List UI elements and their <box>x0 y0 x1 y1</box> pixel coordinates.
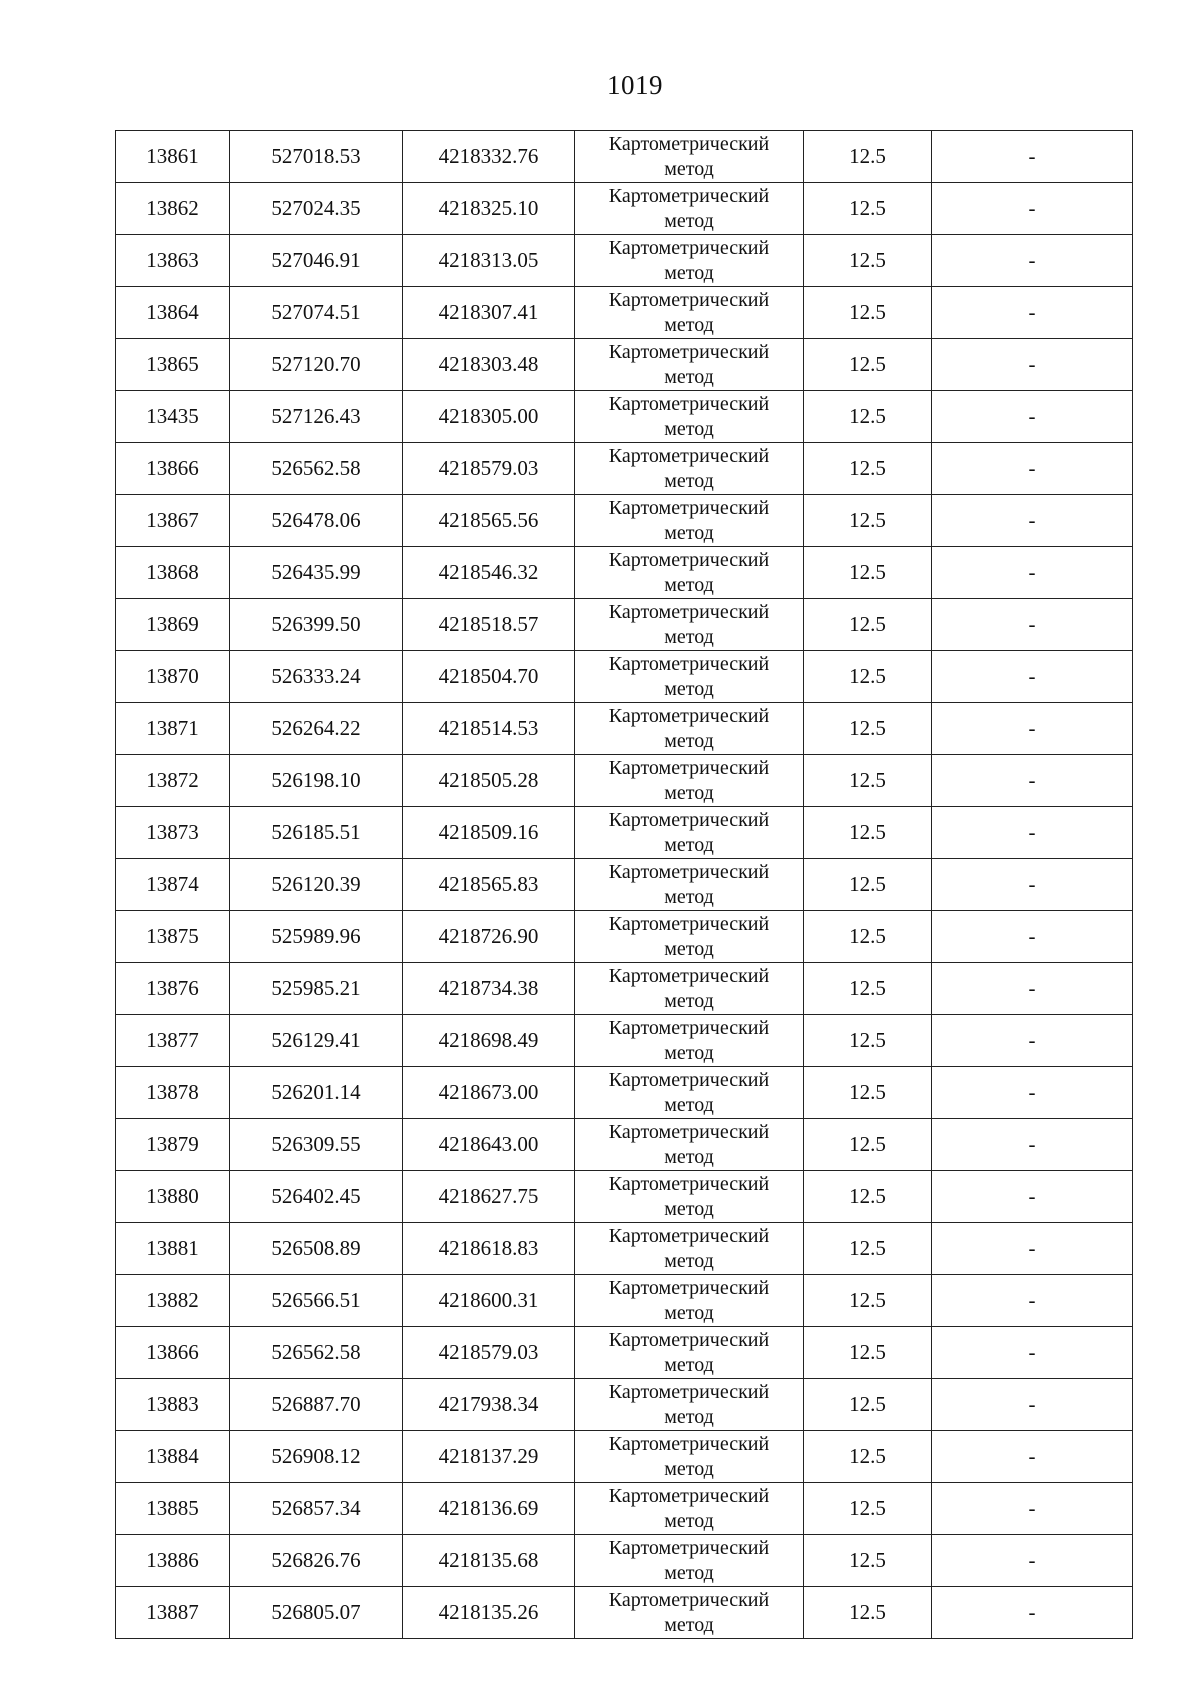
y-coordinate-cell: 4218600.31 <box>403 1275 575 1327</box>
accuracy-cell: 12.5 <box>804 651 932 703</box>
y-coordinate-cell: 4218505.28 <box>403 755 575 807</box>
point-id-cell: 13883 <box>116 1379 230 1431</box>
y-coordinate-cell: 4218673.00 <box>403 1067 575 1119</box>
x-coordinate-cell: 527024.35 <box>230 183 403 235</box>
y-coordinate-cell: 4218514.53 <box>403 703 575 755</box>
method-line-1: Картометрический <box>608 184 770 207</box>
note-cell: - <box>932 443 1133 495</box>
coordinates-table-body <box>116 131 1133 1639</box>
accuracy-cell: 12.5 <box>804 703 932 755</box>
y-coordinate-cell: 4218643.00 <box>403 1119 575 1171</box>
accuracy-cell: 12.5 <box>804 547 932 599</box>
method-line-2: метод <box>664 1561 714 1584</box>
table-row <box>116 235 1133 287</box>
point-id-cell: 13865 <box>116 339 230 391</box>
y-coordinate-cell: 4218135.68 <box>403 1535 575 1587</box>
method-line-1: Картометрический <box>608 1380 770 1403</box>
table-row <box>116 1015 1133 1067</box>
table-row <box>116 1119 1133 1171</box>
accuracy-cell: 12.5 <box>804 131 932 183</box>
method-line-2: метод <box>664 885 714 908</box>
accuracy-cell: 12.5 <box>804 495 932 547</box>
x-coordinate-cell: 526201.14 <box>230 1067 403 1119</box>
x-coordinate-cell: 526198.10 <box>230 755 403 807</box>
method-cell <box>575 131 804 183</box>
y-coordinate-cell: 4218504.70 <box>403 651 575 703</box>
point-id-cell: 13877 <box>116 1015 230 1067</box>
table-row <box>116 1275 1133 1327</box>
accuracy-cell: 12.5 <box>804 1067 932 1119</box>
method-cell <box>575 183 804 235</box>
method-cell <box>575 1535 804 1587</box>
method-line-2: метод <box>664 1353 714 1376</box>
note-cell: - <box>932 235 1133 287</box>
method-line-2: метод <box>664 313 714 336</box>
note-cell: - <box>932 807 1133 859</box>
point-id-cell: 13869 <box>116 599 230 651</box>
method-line-2: метод <box>664 989 714 1012</box>
method-line-1: Картометрический <box>608 1328 770 1351</box>
table-row <box>116 287 1133 339</box>
method-cell <box>575 1483 804 1535</box>
method-line-2: метод <box>664 365 714 388</box>
note-cell: - <box>932 547 1133 599</box>
method-line-2: метод <box>664 1405 714 1428</box>
accuracy-cell: 12.5 <box>804 1015 932 1067</box>
note-cell: - <box>932 963 1133 1015</box>
method-line-2: метод <box>664 1301 714 1324</box>
method-cell <box>575 495 804 547</box>
y-coordinate-cell: 4218579.03 <box>403 1327 575 1379</box>
method-line-1: Картометрический <box>608 964 770 987</box>
x-coordinate-cell: 527126.43 <box>230 391 403 443</box>
point-id-cell: 13868 <box>116 547 230 599</box>
x-coordinate-cell: 526908.12 <box>230 1431 403 1483</box>
method-line-2: метод <box>664 1613 714 1636</box>
note-cell: - <box>932 1535 1133 1587</box>
note-cell: - <box>932 1015 1133 1067</box>
method-cell <box>575 1119 804 1171</box>
point-id-cell: 13880 <box>116 1171 230 1223</box>
y-coordinate-cell: 4218303.48 <box>403 339 575 391</box>
note-cell: - <box>932 131 1133 183</box>
accuracy-cell: 12.5 <box>804 963 932 1015</box>
accuracy-cell: 12.5 <box>804 1327 932 1379</box>
method-line-1: Картометрический <box>608 860 770 883</box>
accuracy-cell: 12.5 <box>804 1587 932 1639</box>
x-coordinate-cell: 526562.58 <box>230 443 403 495</box>
method-cell <box>575 235 804 287</box>
method-line-2: метод <box>664 209 714 232</box>
table-row <box>116 859 1133 911</box>
method-line-2: метод <box>664 833 714 856</box>
accuracy-cell: 12.5 <box>804 1431 932 1483</box>
method-line-2: метод <box>664 261 714 284</box>
accuracy-cell: 12.5 <box>804 599 932 651</box>
method-cell <box>575 547 804 599</box>
method-line-2: метод <box>664 1093 714 1116</box>
table-row <box>116 1379 1133 1431</box>
table-row <box>116 807 1133 859</box>
y-coordinate-cell: 4218307.41 <box>403 287 575 339</box>
y-coordinate-cell: 4218509.16 <box>403 807 575 859</box>
method-cell <box>575 859 804 911</box>
note-cell: - <box>932 1431 1133 1483</box>
table-row <box>116 755 1133 807</box>
y-coordinate-cell: 4218565.56 <box>403 495 575 547</box>
table-row <box>116 963 1133 1015</box>
method-line-2: метод <box>664 1145 714 1168</box>
note-cell: - <box>932 1379 1133 1431</box>
x-coordinate-cell: 526264.22 <box>230 703 403 755</box>
x-coordinate-cell: 526309.55 <box>230 1119 403 1171</box>
y-coordinate-cell: 4218135.26 <box>403 1587 575 1639</box>
method-line-1: Картометрический <box>608 340 770 363</box>
method-line-2: метод <box>664 781 714 804</box>
table-row <box>116 1171 1133 1223</box>
table-row <box>116 703 1133 755</box>
method-line-1: Картометрический <box>608 1432 770 1455</box>
method-line-2: метод <box>664 677 714 700</box>
y-coordinate-cell: 4218698.49 <box>403 1015 575 1067</box>
accuracy-cell: 12.5 <box>804 443 932 495</box>
method-line-1: Картометрический <box>608 1120 770 1143</box>
method-line-1: Картометрический <box>608 1588 770 1611</box>
y-coordinate-cell: 4218332.76 <box>403 131 575 183</box>
accuracy-cell: 12.5 <box>804 1223 932 1275</box>
page-number: 1019 <box>607 70 663 100</box>
accuracy-cell: 12.5 <box>804 1275 932 1327</box>
method-line-1: Картометрический <box>608 912 770 935</box>
y-coordinate-cell: 4218565.83 <box>403 859 575 911</box>
y-coordinate-cell: 4218579.03 <box>403 443 575 495</box>
note-cell: - <box>932 1171 1133 1223</box>
table-row <box>116 183 1133 235</box>
x-coordinate-cell: 526566.51 <box>230 1275 403 1327</box>
x-coordinate-cell: 525985.21 <box>230 963 403 1015</box>
note-cell: - <box>932 183 1133 235</box>
accuracy-cell: 12.5 <box>804 911 932 963</box>
method-line-2: метод <box>664 1041 714 1064</box>
table-row <box>116 599 1133 651</box>
method-line-2: метод <box>664 729 714 752</box>
table-row <box>116 339 1133 391</box>
point-id-cell: 13872 <box>116 755 230 807</box>
method-cell <box>575 391 804 443</box>
method-cell <box>575 1223 804 1275</box>
table-row <box>116 1327 1133 1379</box>
y-coordinate-cell: 4218726.90 <box>403 911 575 963</box>
point-id-cell: 13881 <box>116 1223 230 1275</box>
note-cell: - <box>932 599 1133 651</box>
method-cell <box>575 339 804 391</box>
method-cell <box>575 1275 804 1327</box>
y-coordinate-cell: 4218313.05 <box>403 235 575 287</box>
x-coordinate-cell: 526185.51 <box>230 807 403 859</box>
table-row <box>116 651 1133 703</box>
method-cell <box>575 807 804 859</box>
method-line-1: Картометрический <box>608 1536 770 1559</box>
note-cell: - <box>932 1223 1133 1275</box>
table-row <box>116 391 1133 443</box>
table-row <box>116 1587 1133 1639</box>
method-cell <box>575 963 804 1015</box>
method-line-1: Картометрический <box>608 808 770 831</box>
method-line-2: метод <box>664 417 714 440</box>
x-coordinate-cell: 526399.50 <box>230 599 403 651</box>
point-id-cell: 13887 <box>116 1587 230 1639</box>
coordinates-table <box>115 130 1133 1639</box>
point-id-cell: 13867 <box>116 495 230 547</box>
method-cell <box>575 1379 804 1431</box>
table-row <box>116 1483 1133 1535</box>
table-row <box>116 1067 1133 1119</box>
table-row <box>116 1431 1133 1483</box>
accuracy-cell: 12.5 <box>804 1119 932 1171</box>
method-line-2: метод <box>664 469 714 492</box>
method-cell <box>575 755 804 807</box>
method-line-1: Картометрический <box>608 1172 770 1195</box>
table-row <box>116 547 1133 599</box>
x-coordinate-cell: 526129.41 <box>230 1015 403 1067</box>
point-id-cell: 13862 <box>116 183 230 235</box>
method-line-1: Картометрический <box>608 132 770 155</box>
method-cell <box>575 599 804 651</box>
note-cell: - <box>932 391 1133 443</box>
note-cell: - <box>932 755 1133 807</box>
method-line-1: Картометрический <box>608 704 770 727</box>
x-coordinate-cell: 526887.70 <box>230 1379 403 1431</box>
point-id-cell: 13875 <box>116 911 230 963</box>
point-id-cell: 13870 <box>116 651 230 703</box>
method-line-2: метод <box>664 937 714 960</box>
accuracy-cell: 12.5 <box>804 1483 932 1535</box>
y-coordinate-cell: 4218518.57 <box>403 599 575 651</box>
method-cell <box>575 1067 804 1119</box>
point-id-cell: 13866 <box>116 1327 230 1379</box>
table-row <box>116 1535 1133 1587</box>
method-line-1: Картометрический <box>608 444 770 467</box>
table-row <box>116 1223 1133 1275</box>
x-coordinate-cell: 525989.96 <box>230 911 403 963</box>
accuracy-cell: 12.5 <box>804 807 932 859</box>
accuracy-cell: 12.5 <box>804 391 932 443</box>
x-coordinate-cell: 526857.34 <box>230 1483 403 1535</box>
method-cell <box>575 1015 804 1067</box>
method-line-2: метод <box>664 1457 714 1480</box>
method-cell <box>575 287 804 339</box>
method-cell <box>575 1327 804 1379</box>
y-coordinate-cell: 4218734.38 <box>403 963 575 1015</box>
point-id-cell: 13885 <box>116 1483 230 1535</box>
method-line-1: Картометрический <box>608 652 770 675</box>
y-coordinate-cell: 4218136.69 <box>403 1483 575 1535</box>
method-line-1: Картометрический <box>608 756 770 779</box>
y-coordinate-cell: 4218627.75 <box>403 1171 575 1223</box>
point-id-cell: 13871 <box>116 703 230 755</box>
point-id-cell: 13876 <box>116 963 230 1015</box>
note-cell: - <box>932 495 1133 547</box>
method-line-2: метод <box>664 157 714 180</box>
x-coordinate-cell: 526402.45 <box>230 1171 403 1223</box>
note-cell: - <box>932 911 1133 963</box>
note-cell: - <box>932 859 1133 911</box>
note-cell: - <box>932 703 1133 755</box>
method-line-2: метод <box>664 573 714 596</box>
method-line-1: Картометрический <box>608 548 770 571</box>
method-line-1: Картометрический <box>608 1484 770 1507</box>
method-cell <box>575 1587 804 1639</box>
point-id-cell: 13879 <box>116 1119 230 1171</box>
point-id-cell: 13878 <box>116 1067 230 1119</box>
x-coordinate-cell: 527018.53 <box>230 131 403 183</box>
point-id-cell: 13863 <box>116 235 230 287</box>
accuracy-cell: 12.5 <box>804 1171 932 1223</box>
note-cell: - <box>932 1587 1133 1639</box>
x-coordinate-cell: 526508.89 <box>230 1223 403 1275</box>
x-coordinate-cell: 527120.70 <box>230 339 403 391</box>
y-coordinate-cell: 4218325.10 <box>403 183 575 235</box>
method-cell <box>575 911 804 963</box>
note-cell: - <box>932 1483 1133 1535</box>
x-coordinate-cell: 526826.76 <box>230 1535 403 1587</box>
accuracy-cell: 12.5 <box>804 287 932 339</box>
method-line-1: Картометрический <box>608 1016 770 1039</box>
point-id-cell: 13882 <box>116 1275 230 1327</box>
y-coordinate-cell: 4218546.32 <box>403 547 575 599</box>
point-id-cell: 13866 <box>116 443 230 495</box>
table-row <box>116 131 1133 183</box>
note-cell: - <box>932 339 1133 391</box>
method-line-1: Картометрический <box>608 236 770 259</box>
note-cell: - <box>932 1327 1133 1379</box>
note-cell: - <box>932 1275 1133 1327</box>
method-line-1: Картометрический <box>608 600 770 623</box>
table-row <box>116 911 1133 963</box>
point-id-cell: 13435 <box>116 391 230 443</box>
accuracy-cell: 12.5 <box>804 1535 932 1587</box>
method-line-1: Картометрический <box>608 288 770 311</box>
x-coordinate-cell: 526805.07 <box>230 1587 403 1639</box>
point-id-cell: 13873 <box>116 807 230 859</box>
method-line-1: Картометрический <box>608 1276 770 1299</box>
method-cell <box>575 651 804 703</box>
point-id-cell: 13884 <box>116 1431 230 1483</box>
point-id-cell: 13874 <box>116 859 230 911</box>
method-line-2: метод <box>664 1509 714 1532</box>
method-cell <box>575 1431 804 1483</box>
x-coordinate-cell: 526333.24 <box>230 651 403 703</box>
method-line-1: Картометрический <box>608 392 770 415</box>
x-coordinate-cell: 527046.91 <box>230 235 403 287</box>
x-coordinate-cell: 526562.58 <box>230 1327 403 1379</box>
note-cell: - <box>932 1067 1133 1119</box>
y-coordinate-cell: 4217938.34 <box>403 1379 575 1431</box>
accuracy-cell: 12.5 <box>804 859 932 911</box>
table-row <box>116 443 1133 495</box>
method-line-1: Картометрический <box>608 1068 770 1091</box>
table-row <box>116 495 1133 547</box>
method-line-2: метод <box>664 1197 714 1220</box>
y-coordinate-cell: 4218305.00 <box>403 391 575 443</box>
method-cell <box>575 703 804 755</box>
point-id-cell: 13886 <box>116 1535 230 1587</box>
accuracy-cell: 12.5 <box>804 183 932 235</box>
note-cell: - <box>932 1119 1133 1171</box>
method-line-1: Картометрический <box>608 1224 770 1247</box>
x-coordinate-cell: 527074.51 <box>230 287 403 339</box>
method-line-2: метод <box>664 1249 714 1272</box>
accuracy-cell: 12.5 <box>804 1379 932 1431</box>
x-coordinate-cell: 526435.99 <box>230 547 403 599</box>
point-id-cell: 13861 <box>116 131 230 183</box>
note-cell: - <box>932 651 1133 703</box>
method-cell <box>575 1171 804 1223</box>
method-line-2: метод <box>664 625 714 648</box>
method-cell <box>575 443 804 495</box>
point-id-cell: 13864 <box>116 287 230 339</box>
y-coordinate-cell: 4218137.29 <box>403 1431 575 1483</box>
method-line-1: Картометрический <box>608 496 770 519</box>
x-coordinate-cell: 526120.39 <box>230 859 403 911</box>
accuracy-cell: 12.5 <box>804 755 932 807</box>
method-line-2: метод <box>664 521 714 544</box>
note-cell: - <box>932 287 1133 339</box>
accuracy-cell: 12.5 <box>804 235 932 287</box>
x-coordinate-cell: 526478.06 <box>230 495 403 547</box>
y-coordinate-cell: 4218618.83 <box>403 1223 575 1275</box>
accuracy-cell: 12.5 <box>804 339 932 391</box>
